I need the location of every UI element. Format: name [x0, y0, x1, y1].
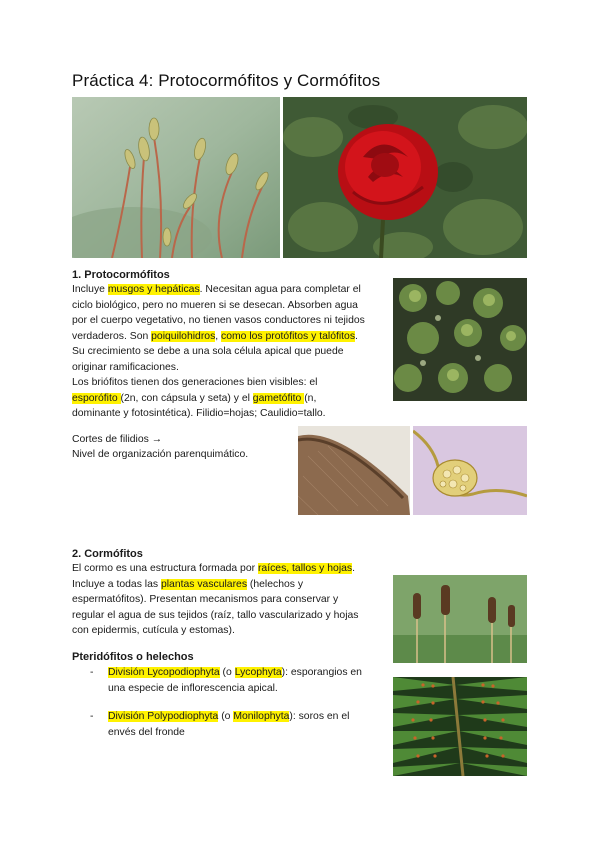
highlighted-term: Lycophyta: [234, 667, 282, 678]
text-line: [72, 577, 387, 593]
text-segment: Incluye: [72, 284, 108, 295]
text-segment: ): esporangios en: [281, 667, 362, 678]
cormofitos-paragraph: [72, 561, 387, 639]
text-line: [72, 329, 387, 345]
section-heading-protocormofitos: 1. Protocormófitos: [72, 269, 170, 281]
text-segment: Incluye a todas las: [72, 578, 161, 590]
text-segment: Su crecimiento se debe a una sola célula apical que puede: [72, 346, 344, 357]
text-segment: regular el agua de sus tejidos (raíz, tallo vascularizado y hojas: [72, 609, 359, 621]
highlighted-term: como los protófitos y talófitos: [221, 330, 356, 342]
text-line: [72, 623, 387, 639]
text-segment: una especie de inflorescencia apical.: [108, 682, 278, 694]
cortes-filidios-text: Cortes de filidios →: [72, 434, 163, 445]
bullet-lycopodiophyta: [90, 665, 380, 697]
text-segment: .: [352, 563, 355, 574]
text-segment: ,: [215, 330, 222, 342]
nivel-organizacion-text: Nivel de organización parenquimático.: [72, 449, 249, 460]
leaf-micrograph-photo: [298, 426, 410, 515]
protocormofitos-paragraph: [72, 282, 387, 422]
text-segment: Los briófitos tienen dos generaciones bien visibles: el: [72, 377, 318, 388]
text-segment: . Necesitan agua para completar el: [199, 284, 361, 295]
highlighted-term: poiquilohidros: [151, 330, 216, 342]
text-segment: por el cuerpo vegetativo, no tienen vasos conductores ni tejidos: [72, 315, 365, 326]
highlighted-term: División Lycopodiophyta: [108, 667, 220, 678]
text-line: [72, 282, 387, 298]
section-heading-cormofitos: 2. Cormófitos: [72, 548, 143, 560]
text-line: [72, 375, 387, 391]
text-line: [72, 298, 387, 314]
cross-section-micrograph-photo: [413, 426, 527, 515]
text-segment: originar ramificaciones.: [72, 361, 179, 373]
text-segment: .: [355, 330, 358, 342]
bullet-dash: -: [90, 667, 94, 678]
highlighted-term: plantas vasculares: [160, 578, 248, 590]
text-segment: El cormo es una estructura formada por: [72, 563, 258, 574]
pteridofitos-heading: Pteridófitos o helechos: [72, 651, 194, 663]
text-line: [72, 360, 387, 376]
text-segment: envés del fronde: [108, 726, 185, 738]
text-segment: (o: [218, 711, 234, 722]
text-line: [108, 725, 380, 741]
bullet-polypodiophyta: [90, 709, 380, 741]
text-line: [72, 391, 387, 407]
highlighted-term: División Polypodiophyta: [108, 711, 219, 722]
page-title: Práctica 4: Protocormófitos y Cormófitos: [72, 71, 381, 90]
highlighted-term: musgos y hepáticas: [107, 284, 200, 295]
text-segment: (2n, con cápsula y seta) y el: [120, 392, 253, 404]
text-segment: (n,: [304, 392, 317, 404]
text-segment: espermatófitos). Presentan mecanismos para conservar y: [72, 594, 339, 605]
text-segment: dominante y fotosintética). Filidio=hojas; Caulidio=tallo.: [72, 408, 326, 419]
highlighted-term: gametófito: [252, 392, 305, 404]
moss-gametophyte-photo: [393, 278, 527, 401]
text-line: [108, 665, 380, 681]
text-line: [72, 608, 387, 624]
moss-sporophytes-photo: [72, 97, 280, 258]
highlighted-term: Monilophyta: [233, 711, 290, 722]
lycophyte-strobili-photo: [393, 575, 527, 663]
text-segment: ciclo biológico, pero no mueren si se desecan. Absorben agua: [72, 299, 358, 311]
text-line: [72, 561, 387, 577]
red-rose-photo: [283, 97, 527, 258]
text-segment: con epidermis, cutícula y estomas).: [72, 625, 235, 636]
highlighted-term: raíces, tallos y hojas: [257, 563, 353, 574]
text-line: [108, 681, 380, 697]
highlighted-term: esporófito: [72, 392, 121, 404]
text-line: [72, 313, 387, 329]
text-segment: (helechos y: [247, 578, 304, 590]
fern-sori-photo: [393, 677, 527, 776]
bullet-dash: -: [90, 711, 94, 722]
text-line: [108, 709, 380, 725]
text-line: [72, 344, 387, 360]
text-segment: (o: [219, 667, 235, 678]
text-line: [72, 592, 387, 608]
text-line: [72, 406, 387, 422]
text-segment: verdaderos. Son: [72, 330, 152, 342]
text-segment: ): soros en el: [289, 711, 350, 722]
